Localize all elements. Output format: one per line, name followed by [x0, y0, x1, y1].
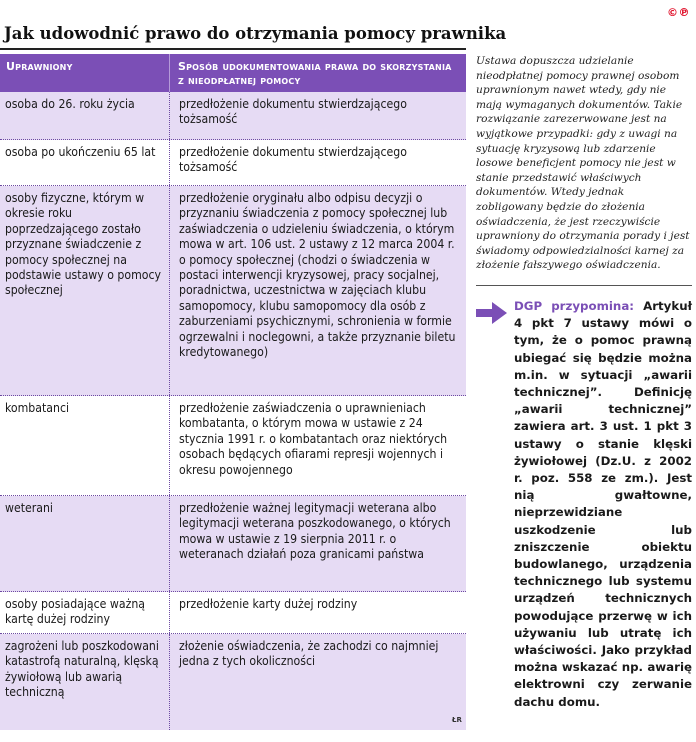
arrow-right-icon: [476, 300, 508, 326]
table-cell-eligible: weterani: [0, 496, 170, 591]
title-divider: [0, 48, 466, 50]
table-cell-eligible: osoby posiadające ważną kartę dużej rodziny: [0, 592, 170, 633]
table-cell-eligible: kombatanci: [0, 396, 170, 495]
table-cell-eligible: osoba do 26. roku życia: [0, 92, 170, 139]
table-cell-proof: złożenie oświadczenia, że zachodzi co najmniej jedna z tych okoliczności: [179, 639, 439, 669]
table-cell-proof: przedłożenie dokumentu stwierdzającego tożsamość: [179, 97, 407, 127]
author-initials: ŁR: [452, 716, 462, 724]
table-row: [0, 140, 466, 186]
eligibility-table: [0, 54, 466, 730]
sidebar-divider: [476, 285, 692, 286]
table-cell-proof: przedłożenie karty dużej rodziny: [179, 597, 358, 611]
table-row: [0, 592, 466, 634]
dgp-reminder: [476, 298, 692, 711]
header: [0, 0, 696, 43]
column-header-eligible: Uprawniony: [0, 54, 170, 92]
table-row: [0, 92, 466, 140]
copyright-mark: ©℗: [667, 6, 690, 19]
page-title: Jak udowodnić prawo do otrzymania pomocy prawnika: [4, 24, 507, 43]
table-cell-proof: przedłożenie ważnej legitymacji weterana albo legitymacji weterana poszkodowanego, o których mowa w ustawie z 19 sierpnia 2011 r. o weteranach działań poza granicami państwa: [179, 501, 451, 562]
reminder-body: Artykuł 4 pkt 7 ustawy mówi o tym, że o pomoc prawną ubiegać się będzie można m.in. w sytuacji „awarii technicznej”. Definicję „awarii technicznej” zawiera art. 3 ust. 1 pkt 3 ustawy o stanie klęski żywiołowej (Dz.U. z 2002 r. poz. 558 ze zm.). Jest nią gwałtowne, nieprzewidziane uszkodzenie lub zniszczenie obiektu budowlanego, urządzenia technicznego lub systemu urządzeń technicznych powodujące przerwę w ich używaniu lub utratę ich właściwości. Jako przykład można wskazać np. awarię elektrowni czy zerwanie dachu domu.: [514, 298, 692, 709]
table-row: [0, 186, 466, 396]
reminder-text: [514, 298, 692, 711]
table-cell-proof: przedłożenie dokumentu stwierdzającego tożsamość: [179, 145, 407, 175]
column-header-proof: Sposób udokumentowania prawa do skorzystania z nieodpłatnej pomocy: [178, 60, 452, 87]
table-row: [0, 496, 466, 592]
table-cell-eligible: osoba po ukończeniu 65 lat: [0, 140, 170, 185]
reminder-label: DGP przypomina:: [514, 298, 634, 313]
sidebar-note: Ustawa dopuszcza udzielanie nieodpłatnej pomocy prawnej osobom uprawnionym nawet wtedy, gdy nie mają wymaganych dokumentów. Takie rozwiązanie zarezerwowane jest na wyjątkowe przypadki: gdy z uwagi na sytuację kryzysową lub zdarzenie losowe beneficjent pomocy nie jest w stanie przedstawić właściwych dokumentów. Wtedy jednak zobligowany będzie do złożenia oświadczenia, że jest rzeczywiście uprawniony do otrzymania porady i jest świadomy odpowiedzialności karnej za złożenie fałszywego oświadczenia.: [476, 55, 690, 272]
table-row: [0, 634, 466, 730]
table-row: [0, 396, 466, 496]
table-cell-eligible: zagrożeni lub poszkodowani katastrofą naturalną, klęską żywiołową lub awarią techniczną: [0, 634, 170, 730]
table-cell-eligible: osoby fizyczne, którym w okresie roku poprzedzającego zostało przyznane świadczenie z pomocy społecznej na podstawie ustawy o pomocy społecznej: [0, 186, 170, 395]
table-cell-proof: przedłożenie zaświadczenia o uprawnieniach kombatanta, o którym mowa w ustawie z 24 stycznia 1991 r. o kombatantach oraz niektórych osobach będących ofiarami represji wojennych i okresu powojennego: [179, 401, 448, 477]
table-cell-proof: przedłożenie oryginału albo odpisu decyzji o przyznaniu świadczenia z pomocy społecznej lub zaświadczenia o udzieleniu świadczenia, o którym mowa w art. 106 ust. 2 ustawy z 12 marca 2004 r. o pomocy społecznej (chodzi o świadczenia w postaci interwencji kryzysowej, pracy socjalnej, poradnictwa, uczestnictwa w zajęciach klubu samopomocy, klubu samopomocy dla osób z zaburzeniami psychicznymi, schronienia w formie ogrzewalni i noclegowni, a także przyznanie biletu kredytowanego): [179, 191, 456, 360]
sidebar: [476, 54, 692, 711]
table-header: [0, 54, 466, 92]
